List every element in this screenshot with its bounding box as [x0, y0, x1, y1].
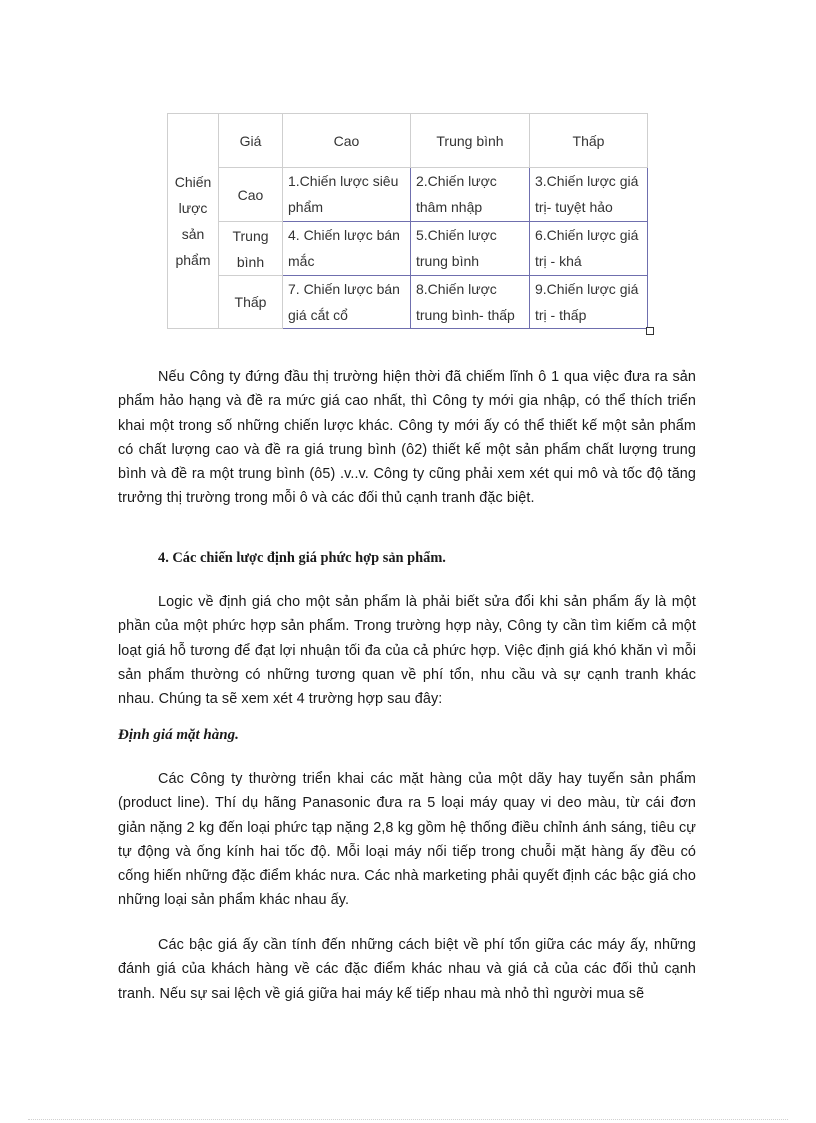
- strategy-table-container: [167, 113, 648, 329]
- paragraph-product-mix-logic: Logic về định giá cho một sản phẩm là phải biết sửa đổi khi sản phẩm ấy là một phần của một phức hợp sản phẩm. Trong trường hợp này, Công ty cần tìm kiếm cả một loạt giá hỗ tương để đạt lợi nhuận tối đa của cả phức hợp. Việc định giá khó khăn vì mỗi sản phẩm thường có những tương quan về phí tổn, nhu cầu và sự cạnh tranh khác nhau. Chúng ta sẽ xem xét 4 trường hợp sau đây:: [118, 594, 696, 708]
- paragraph-product-line: Các Công ty thường triển khai các mặt hàng của một dãy hay tuyến sản phẩm (product line). Thí dụ hãng Panasonic đưa ra 5 loại máy quay vi deo màu, từ cái đơn giản nặng 2 kg đến loại phức tạp nặng 2,8 kg gồm hệ thống điều chỉnh ánh sáng, tiêu cự tự động và ống kính hai tốc độ. Mỗi loại máy nối tiếp trong chuỗi mặt hàng ấy đều có cống hiến những đặc điểm khác nưa. Các nhà marketing phải quyết định các bậc giá cho những loại sản phẩm khác nhau ấy.: [118, 771, 696, 909]
- table-resize-handle[interactable]: [646, 327, 654, 335]
- table-cell: 2.Chiến lược thâm nhập: [411, 168, 530, 222]
- product-strategy-label: Chiến lược sản phẩm: [168, 114, 219, 329]
- quality-row-medium: Trung bình: [219, 222, 283, 276]
- table-cell: 9.Chiến lược giá trị - thấp: [530, 276, 648, 329]
- paragraph-market-leader: Nếu Công ty đứng đầu thị trường hiện thời đã chiếm lĩnh ô 1 qua việc đưa ra sản phẩm hảo hạng và đề ra mức giá cao nhất, thì Công ty mới gia nhập, có thể thích triển khai một trong số những chiến lược khác. Công ty mới ấy có thể thiết kế một sản phẩm có chất lượng cao và đề ra giá trung bình (ô2) thiết kế một sản phẩm chất lượng trung bình và đề ra một trung bình (ô5) .v..v. Công ty cũng phải xem xét qui mô và tốc độ tăng trưởng thị trường trong mỗi ô và các đối thủ cạnh tranh đặc biệt.: [118, 369, 696, 507]
- price-col-medium: Trung bình: [411, 114, 530, 168]
- paragraph-price-steps: Các bậc giá ấy cần tính đến những cách biệt về phí tổn giữa các máy ấy, những đánh giá của khách hàng về các đặc điểm khác nhau và giá cả của các đối thủ cạnh tranh. Nếu sự sai lệch về giá giữa hai máy kế tiếp nhau mà nhỏ thì người mua sẽ: [118, 937, 696, 1002]
- price-col-high: Cao: [283, 114, 411, 168]
- price-col-low: Thấp: [530, 114, 648, 168]
- table-cell: 6.Chiến lược giá trị - khá: [530, 222, 648, 276]
- table-cell: 8.Chiến lược trung bình- thấp: [411, 276, 530, 329]
- table-cell: 5.Chiến lược trung bình: [411, 222, 530, 276]
- price-header: Giá: [219, 114, 283, 168]
- price-quality-strategy-table: [167, 113, 648, 329]
- table-cell: 1.Chiến lược siêu phẩm: [283, 168, 411, 222]
- page-bottom-divider: [28, 1119, 788, 1120]
- quality-row-high: Cao: [219, 168, 283, 222]
- section-heading-4: 4. Các chiến lược định giá phức hợp sản phẩm.: [158, 550, 446, 566]
- table-cell: 7. Chiến lược bán giá cắt cổ: [283, 276, 411, 329]
- subheading-product-line-pricing: Định giá mặt hàng.: [118, 727, 239, 743]
- table-cell: 3.Chiến lược giá trị- tuyệt hảo: [530, 168, 648, 222]
- table-cell: 4. Chiến lược bán mắc: [283, 222, 411, 276]
- quality-row-low: Thấp: [219, 276, 283, 329]
